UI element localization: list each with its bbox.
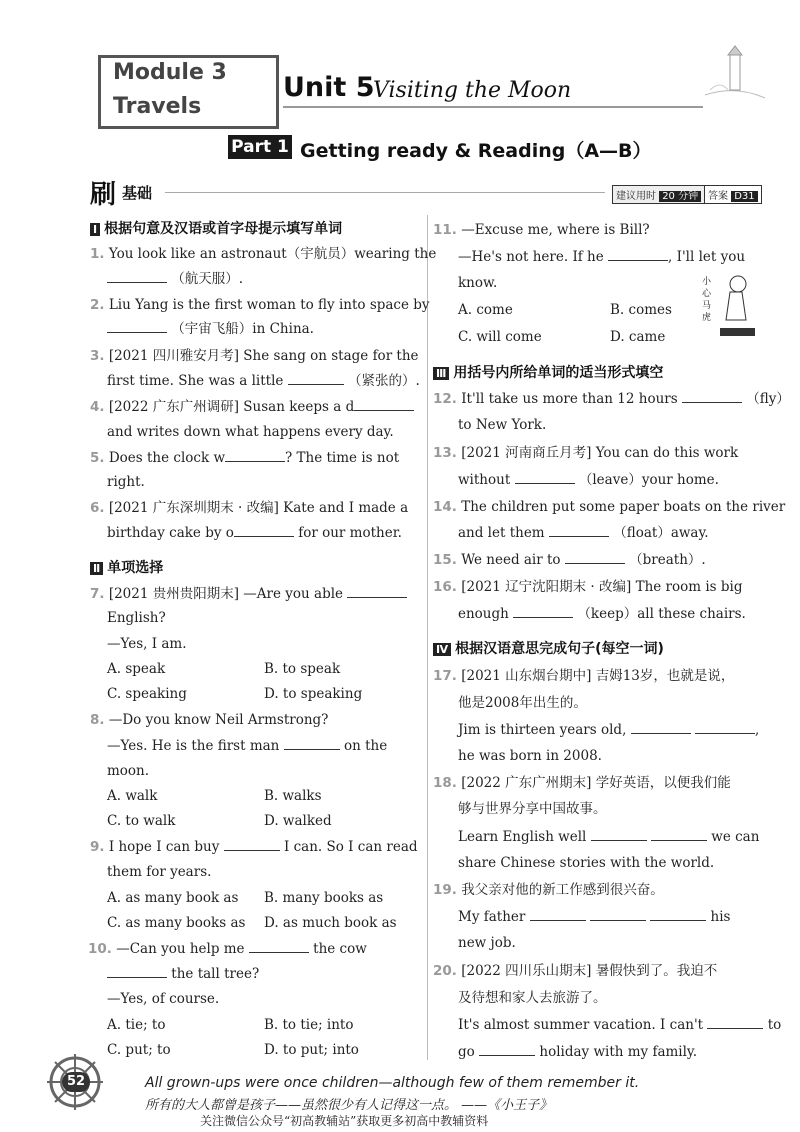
section-heading: Ⅱ 单项选择 [90,557,163,577]
section-heading: Ⅰ 根据句意及汉语或首字母提示填写单词 [90,218,342,238]
option[interactable]: D. to put; into [264,1042,359,1058]
answer-blank[interactable] [234,524,294,537]
option[interactable]: D. as much book as [264,915,397,931]
option[interactable]: B. to tie; into [264,1017,354,1033]
answer-blank[interactable] [549,524,609,537]
answer-blank[interactable] [682,390,742,403]
answer-blank[interactable] [707,1016,763,1029]
question-line: know. [458,275,498,291]
question-line: 7. [2021 贵州贵阳期末] —Are you able [90,585,407,603]
header-rule [165,192,605,193]
question-line: 6. [2021 广东深圳期末 · 改编] Kate and I made a [90,500,409,516]
question-line: 5. Does the clock w ? The time is not [90,450,400,466]
question-line: （宇宙飞船）in China. [107,320,314,338]
answer-blank[interactable] [631,721,691,734]
option[interactable]: D. walked [264,813,332,829]
option[interactable]: A. walk [107,788,158,804]
answer-blank[interactable] [288,372,344,385]
question-line: enough （keep）all these chairs. [458,606,746,622]
option[interactable]: B. many books as [264,890,384,906]
section-heading: Ⅲ 用括号内所给单词的适当形式填空 [433,362,663,382]
option[interactable]: A. come [458,302,513,318]
answer-badge [704,185,762,204]
page-number: 52 [62,1072,90,1092]
question-line: 18. [2022 广东广州期末] 学好英语，以便我们能 [433,775,731,791]
unit-title: Unit 5 [283,72,375,103]
question-line: the tall tree? [107,965,259,983]
question-line: 16. [2021 辽宁沈阳期末 · 改编] The room is big [433,579,743,595]
option[interactable]: A. speak [107,661,166,677]
part-label: Part 1 [228,135,292,159]
option[interactable]: D. came [610,329,666,345]
answer-blank[interactable] [284,737,340,750]
answer-blank[interactable] [354,398,414,411]
column-divider [427,215,428,1060]
answer-blank[interactable] [515,471,575,484]
question-line: 2. Liu Yang is the first woman to fly into space by [90,297,430,313]
question-line: Learn English well we can [458,829,760,845]
question-line: It's almost summer vacation. I can't to [458,1017,782,1033]
option[interactable]: D. to speaking [264,686,363,702]
question-line: right. [107,474,145,490]
answer-blank[interactable] [608,248,668,261]
module-box [98,55,279,129]
option[interactable]: C. as many books as [107,915,246,931]
question-line: —Yes, I am. [107,636,187,652]
question-line: —Yes, of course. [107,991,220,1007]
question-line: 13. [2021 河南商丘月考] You can do this work [433,445,739,461]
question-line: share Chinese stories with the world. [458,855,715,871]
answer-blank[interactable] [650,908,706,921]
cartoon-char-2: 心 [702,289,712,299]
question-line: moon. [107,763,150,779]
question-line: 及待想和家人去旅游了。 [458,990,607,1006]
question-line: —He's not here. If he , I'll let you [458,249,746,265]
question-line: 9. I hope I can buy I can. So I can read [90,839,418,855]
cartoon-char-4: 虎 [702,313,712,323]
question-line: Jim is thirteen years old, , [458,722,760,738]
cartoon-char-3: 马 [702,301,712,311]
question-line: 够与世界分享中国故事。 [458,801,607,817]
answer-blank[interactable] [107,320,167,333]
answer-blank[interactable] [225,449,285,462]
question-line: 15. We need air to （breath）. [433,552,706,568]
lighthouse-illustration [700,40,770,110]
question-line: to New York. [458,417,547,433]
answer-blank[interactable] [479,1043,535,1056]
answer-blank[interactable] [347,585,407,598]
question-line: 10. —Can you help me the cow [88,941,367,957]
question-line: 8. —Do you know Neil Armstrong? [90,712,329,728]
answer-blank[interactable] [591,828,647,841]
answer-blank[interactable] [107,965,167,978]
cartoon-char-1: 小 [702,277,712,287]
part-title: Getting ready & Reading（A—B） [300,140,652,162]
question-line: new job. [458,935,516,951]
time-label: 建议用时 [616,191,656,202]
time-value: 20 分钟 [659,191,701,202]
module-name: Travels [113,94,202,119]
option[interactable]: C. put; to [107,1042,171,1058]
question-line: 4. [2022 广东广州调研] Susan keeps a d [90,398,414,416]
question-line: 20. [2022 四川乐山期末] 暑假快到了。我迫不 [433,963,718,979]
question-line: first time. She was a little （紧张的）. [107,373,420,389]
question-line: 17. [2021 山东烟台期中] 吉姆13岁，也就是说， [433,668,735,684]
option[interactable]: C. speaking [107,686,187,702]
answer-page: D31 [731,191,757,202]
module-number: Module 3 [113,60,227,85]
title-rule [283,106,703,108]
question-line: 11. —Excuse me, where is Bill? [433,222,650,238]
question-line: 他是2008年出生的。 [458,695,587,711]
question-line: without （leave）your home. [458,472,719,488]
answer-blank[interactable] [107,270,167,283]
question-line: go holiday with my family. [458,1044,698,1060]
question-line: 3. [2021 四川雅安月考] She sang on stage for the [90,348,419,364]
answer-label: 答案 [708,191,728,202]
footer-quote-english: All grown-ups were once children—although few of them remember it. [145,1075,640,1091]
careful-cartoon-illustration [700,270,760,340]
question-line: 1. You look like an astronaut（宇航员）wearing the [90,246,437,262]
footer-quote-chinese: 所有的大人都曾是孩子——虽然很少有人记得这一点。 ——《小王子》 [145,1098,553,1113]
question-line: （航天服）. [107,270,243,288]
option[interactable]: B. comes [610,302,672,318]
answer-blank[interactable] [513,605,573,618]
section-heading: Ⅳ 根据汉语意思完成句子(每空一词) [433,638,664,658]
answer-blank[interactable] [590,908,646,921]
basic-label: 基础 [122,184,153,202]
option[interactable]: A. tie; to [107,1017,166,1033]
question-line: 12. It'll take us more than 12 hours （fly） [433,391,790,407]
shua-char: 刷 [90,180,117,210]
question-line: and let them （float）away. [458,525,709,541]
question-line: 19. 我父亲对他的新工作感到很兴奋。 [433,882,664,898]
option[interactable]: A. as many book as [107,890,239,906]
answer-blank[interactable] [565,551,625,564]
question-line: and writes down what happens every day. [107,424,394,440]
answer-blank[interactable] [695,721,755,734]
question-line: them for years. [107,864,212,880]
answer-blank[interactable] [224,838,280,851]
question-line: 14. The children put some paper boats on the river [433,499,786,515]
time-badge [612,185,705,204]
answer-blank[interactable] [651,828,707,841]
option[interactable]: C. to walk [107,813,176,829]
question-line: My father his [458,909,731,925]
question-line: English? [107,610,166,626]
question-line: birthday cake by o for our mother. [107,525,402,541]
option[interactable]: B. to speak [264,661,341,677]
option[interactable]: B. walks [264,788,322,804]
question-line: —Yes. He is the first man on the [107,738,388,754]
question-line: he was born in 2008. [458,748,602,764]
answer-blank[interactable] [530,908,586,921]
unit-subtitle: Visiting the Moon [373,78,572,103]
option[interactable]: C. will come [458,329,542,345]
answer-blank[interactable] [249,940,309,953]
footer-wechat-notice: 关注微信公众号“初高教辅站”获取更多初高中教辅资料 [200,1114,489,1128]
